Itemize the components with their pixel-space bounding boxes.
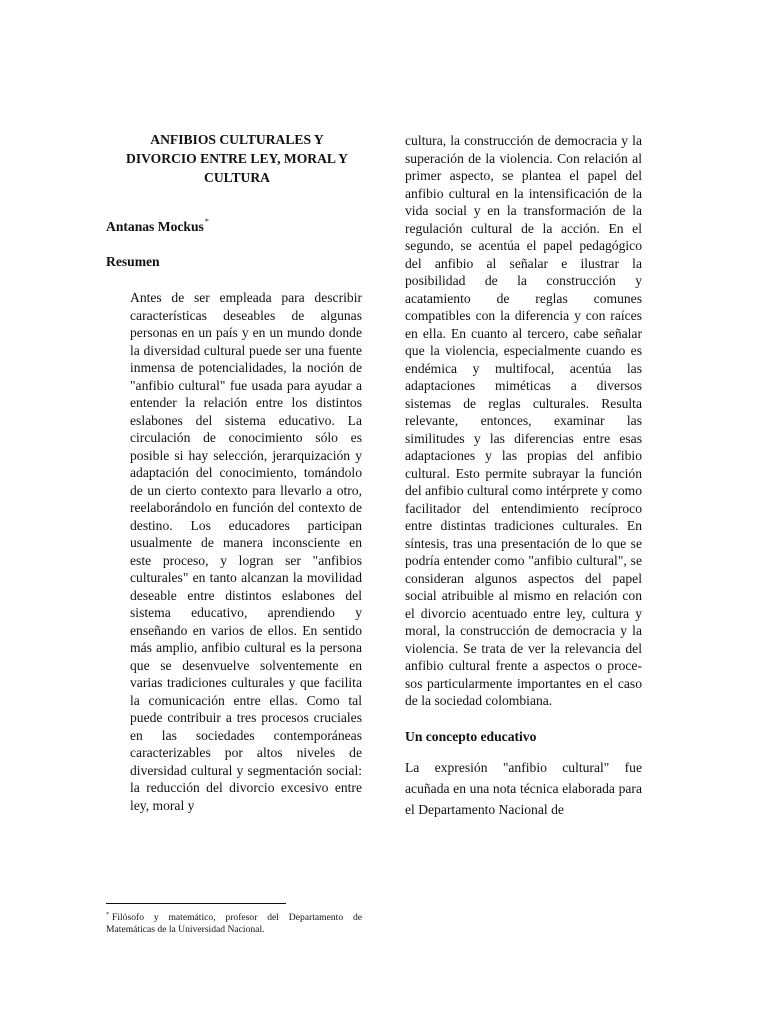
title-line-1: ANFIBIOS CULTURALES Y — [150, 132, 324, 147]
left-column — [106, 130, 362, 814]
footnote-divider — [106, 903, 286, 904]
title-line-2: DIVORCIO ENTRE LEY, MORAL Y — [126, 151, 348, 166]
title-line-3: CULTURA — [204, 170, 270, 185]
footnote-text: Filósofo y matemático, profesor del Departamento de Matemáticas de la Universidad Nacional. — [106, 912, 362, 935]
section-paragraph: La expresión "anfibio cultural" fue acuñada en una nota técnica elaborada para el Departamento Nacional de — [405, 759, 642, 817]
footnote-mark: * — [106, 912, 109, 918]
abstract-text: Antes de ser empleada para describir características deseables de algunas personas en un país y en un mundo donde la diversidad cultural puede ser una fuente inmensa de potencialidades, la noción de "anfibio cultural" fue usada para ayudar a entender la relación entre los distintos eslabones del sistema educativo. La circulación de conocimiento sólo es posible si hay selección, jerarquización y adaptación del conocimiento, tomándolo de un cierto contexto para llevarlo a otro, reelaborándolo en función del contexto de destino. Los educadores participan usualmente de manera inconsciente en este proceso, y logran ser "anfibios culturales" en tanto alcanzan la movilidad deseable entre distintos eslabones del sistema educativo, aprendiendo y enseñando en varios de ellos. En sentido más amplio, anfibio cultural es la persona que se desenvuelve solventemente en varias tradiciones culturales y que facilita la comunicación entre ellas. Como tal puede contribuir a tres procesos cruciales en las sociedades contemporáneas caracterizables por altos niveles de diversidad cultural y segmentación social: la reducción del divorcio excesivo entre ley, moral y — [130, 290, 362, 813]
author-name: Antanas Mockus — [106, 219, 204, 234]
author-line — [106, 213, 362, 236]
footnote — [106, 909, 362, 936]
abstract-heading: Resumen — [106, 254, 160, 269]
article-title — [106, 130, 362, 187]
section-heading: Un concepto educativo — [405, 728, 537, 744]
right-column — [405, 132, 642, 833]
abstract-continuation: cultura, la construcción de democracia y la superación de la violencia. Con relación al primer aspecto, se plantea el papel del anfibio cultural en la intensificación de la vida social y en la transformación de la regulación cultural de la acción. En el segundo, se acentúa el papel pedagógico del anfibio al señalar e ilustrar la posibilidad de la construcción y acatamiento de reglas comunes compatibles con la diferencia y con raíces en ella. En cuanto al tercero, cabe señalar que la violencia, especialmente cuando es endémica y multifocal, acentúa las adaptaciones miméticas a diversos sistemas de reglas culturales. Resulta relevante, entonces, examinar las similitudes y las diferencias entre esas adaptaciones y las propias del anfibio cultural. Esto permite subrayar la función del anfibio cultural como intérprete y como facilitador del entendimiento recíproco entre distintas tradiciones culturales. En síntesis, tras una presentación de lo que se podría entender como "anfibio cultural", se consideran algunos aspectos del papel social atribuible al mismo en relación con el divorcio acentuado entre ley, cultura y moral, la construcción de democracia y la violencia. Se trata de ver la relevancia del anfibio cultural frente a aspectos o procesos particularmente importantes en el caso de la sociedad colombiana. — [405, 133, 642, 708]
author-footnote-mark: * — [204, 217, 209, 226]
